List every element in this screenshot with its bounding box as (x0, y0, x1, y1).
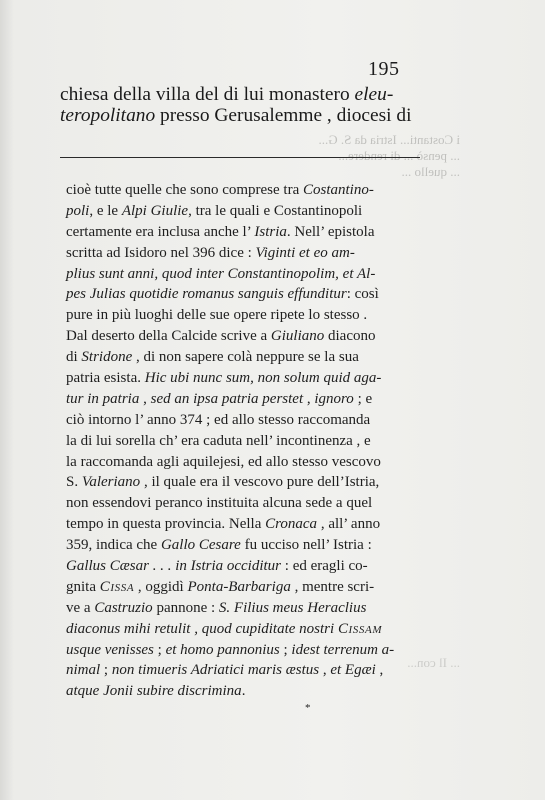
text-line (66, 222, 438, 243)
italic-run: Cronaca (265, 516, 318, 533)
text-run: diacono (324, 328, 376, 345)
italic-run: diaconus mihi retulit , quod cupiditate nostri (66, 620, 338, 637)
text-run: ; e (353, 390, 373, 407)
text-line (66, 243, 438, 264)
text-run: , (375, 662, 384, 679)
main-text-block (66, 180, 438, 702)
text-run: , oggidì (134, 578, 188, 595)
text-line (60, 82, 420, 103)
text-run: , all’ anno (317, 516, 381, 533)
ornament-asterisk: * (305, 702, 311, 714)
text-run: Dal deserto della Calcide scrive a (66, 328, 271, 345)
text-run: presso Gerusalemme , diocesi di (155, 104, 412, 126)
italic-run: S. Filius meus Heraclius (218, 599, 367, 616)
text-line (66, 201, 438, 222)
text-line (66, 640, 438, 661)
text-run: gnita (66, 578, 100, 595)
text-line (66, 368, 438, 389)
text-line (66, 410, 438, 431)
text-run: ; (100, 662, 112, 679)
italic-run: Istria (254, 223, 287, 240)
text-line (66, 431, 438, 452)
text-run: , di non sapere colà neppure se la sua (132, 349, 359, 366)
text-line (66, 660, 438, 681)
text-run: scritta ad Isidoro nel 396 dice : (66, 244, 256, 261)
italic-run: Ponta-Barbariga (187, 578, 291, 595)
italic-run: pes Julias quotidie romanus sanguis effunditur (66, 286, 347, 303)
text-run: ; (279, 641, 292, 658)
italic-run: Alpi Giulie (121, 202, 189, 219)
text-run: tempo in questa provincia. Nella (66, 516, 266, 533)
text-run: S. (66, 474, 82, 491)
italic-run: plius sunt anni, quod inter Constantinopolim, et Al- (66, 265, 376, 282)
italic-run: Gallo Cesare (160, 537, 241, 554)
text-line (66, 681, 438, 702)
text-line (66, 284, 438, 305)
text-run: , mentre scri- (290, 578, 375, 595)
italic-run: Hic ubi nunc sum, non solum quid aga- (144, 370, 382, 387)
text-run: ciò intorno l’ anno 374 ; ed allo stesso raccomanda (66, 411, 371, 428)
text-line (66, 452, 438, 473)
page-number: 195 (368, 58, 400, 80)
italic-run: Viginti et eo am- (255, 244, 355, 261)
text-run: pannone : (152, 599, 219, 616)
show-through-text-top: i Costanti... Istria da S. G... ... pensò ... di rendere... ... quello ... (318, 132, 460, 179)
text-line (66, 472, 438, 493)
text-run: chiesa della villa del di lui monastero (60, 84, 355, 105)
italic-run: Valeriano (81, 474, 141, 491)
italic-run: teropolitano (60, 104, 156, 126)
italic-run: et Egæi (330, 662, 376, 679)
text-line (66, 180, 438, 201)
italic-run: eleu- (354, 84, 394, 105)
italic-run: Cissa (99, 578, 135, 595)
text-line (66, 347, 438, 368)
text-line (66, 598, 438, 619)
text-line (66, 264, 438, 285)
italic-run: nimal (66, 662, 101, 679)
show-through-text-bottom: ... Il con... (407, 655, 460, 670)
text-line (66, 619, 438, 640)
italic-run: sed an ipsa patria perstet (150, 390, 304, 407)
italic-run: Stridone (81, 349, 133, 366)
text-run: , il quale era il vescovo pure dell’Istria, (140, 474, 380, 491)
text-line (60, 103, 420, 124)
text-run: di (66, 349, 82, 366)
text-run: cioè tutte quelle che sono comprese tra (66, 182, 303, 198)
previous-text-block (60, 82, 420, 124)
italic-run: atque Jonii subire discrimina (66, 683, 242, 700)
italic-run: Gallus Cæsar . . . in Istria occiditur (66, 558, 282, 575)
text-run: , e le (89, 202, 122, 219)
text-run: fu ucciso nell’ Istria : (240, 537, 372, 554)
text-run: : così (346, 286, 379, 303)
italic-run: usque venisses (66, 641, 154, 658)
text-line (66, 389, 438, 410)
text-run: pure in più luoghi delle sue opere ripete lo stesso . (66, 307, 368, 324)
text-run: : ed eragli co- (281, 558, 368, 575)
italic-run: idest terrenum a- (291, 641, 395, 658)
text-line (66, 326, 438, 347)
italic-run: Castruzio (94, 599, 153, 616)
text-run: 359, indica che (66, 537, 161, 554)
text-line (66, 493, 438, 514)
italic-run: ignoro (314, 390, 354, 407)
text-run: non essendovi peranco instituita alcuna sede a quel (66, 495, 373, 512)
text-line (66, 535, 438, 556)
text-line (66, 556, 438, 577)
text-run: la raccomanda agli aquilejesi, ed allo stesso vescovo (66, 453, 381, 470)
text-run: , (303, 390, 315, 407)
text-run: . Nell’ epistola (286, 223, 375, 240)
italic-run: tur in patria (66, 390, 140, 407)
text-run: , (139, 390, 151, 407)
italic-run: Giuliano (270, 328, 325, 345)
italic-run: et homo pannonius (165, 641, 280, 658)
text-run: patria esista. (66, 370, 145, 387)
text-run: ve a (66, 599, 95, 616)
text-run: . (241, 683, 246, 700)
text-run: , (319, 662, 331, 679)
text-line (66, 305, 438, 326)
text-run: , tra le quali e Costantinopoli (188, 202, 363, 219)
italic-run: Costantino- (303, 182, 374, 198)
text-run: certamente era inclusa anche l’ (66, 223, 255, 240)
text-run: la di lui sorella ch’ era caduta nell’ incontinenza , e (66, 432, 371, 449)
text-line (66, 514, 438, 535)
separator-rule (60, 157, 420, 158)
text-line (66, 577, 438, 598)
italic-run: non timueris Adriatici maris æstus (111, 662, 320, 679)
italic-run: poli (66, 202, 90, 219)
italic-run: Cissam (337, 620, 383, 637)
text-run: ; (153, 641, 166, 658)
